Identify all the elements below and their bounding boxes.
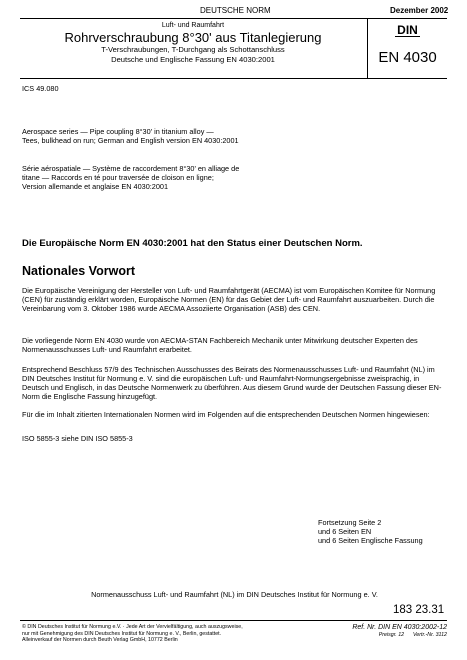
french-title-line: Série aérospatiale — Système de raccordement 8°30' en alliage de [22,164,240,173]
header-subtitle-1: T-Verschraubungen, T-Durchgang als Schottanschluss [101,45,285,54]
price-group-line [330,632,447,639]
copyright-line: nur mit Genehmigung des DIN Deutsches Institut für Normung e. V., Berlin, gestattet. [22,630,222,637]
english-title [22,127,322,145]
header-title-block [20,21,366,64]
foreword-paragraph: Die Europäische Vereinigung der Hersteller von Luft- und Raumfahrtgerät (AECMA) ist vom Europäischen Komitee für Normung (CEN) für zuständig erklärt worden, Europäische Normen (EN) für das Gebiet der Luft- und Raumfahrt auszuarbeiten. Durch die Vereinbarung vom 3. Oktober 1986 wurde AECMA Assoziierte Organisation (ASB) des CEN. [22,286,436,313]
footer-rule [20,620,447,621]
standard-number: EN 4030 [378,49,437,66]
ics-code: ICS 49.080 [22,84,59,93]
committee-name: Normenausschuss Luft- und Raumfahrt (NL) im DIN Deutsches Institut für Normung e. V. [91,590,378,599]
foreword-paragraph: Die vorliegende Norm EN 4030 wurde von AECMA-STAN Fachbereich Mechanik unter Mitwirkung deutscher Experten des Normenausschusses Luft- und Raumfahrt erarbeitet. [22,336,418,354]
header-category: Luft- und Raumfahrt [161,22,225,29]
price-group: Preisgr. 12 [378,632,405,638]
standard-reference: ISO 5855-3 siehe DIN ISO 5855-3 [22,434,133,443]
continuation-line: und 6 Seiten Englische Fassung [318,536,423,545]
english-title-line: Tees, bulkhead on run; German and English version EN 4030:2001 [22,136,239,145]
reference-number: Ref. Nr. DIN EN 4030:2002-12 [352,624,447,631]
copyright-line: © DIN Deutsches Institut für Normung e.V. · Jede Art der Vervielfältigung, auch auszugsweise, [22,624,243,630]
continuation-note [318,518,423,545]
copyright-line: Alleinverkauf der Normen durch Beuth Verlag GmbH, 10772 Berlin [22,637,178,644]
header-top-rule [20,18,447,19]
publication-date: Dezember 2002 [390,6,449,15]
french-title [22,164,322,191]
header-subtitle-2: Deutsche und Englische Fassung EN 4030:2001 [111,54,275,64]
foreword-paragraph: Entsprechend Beschluss 57/9 des Technischen Ausschusses des Beirats des Normenausschusses Luft- und Raumfahrt (NL) im DIN Deutsches Institut für Normung e. V. sind die europäischen Luft- und Raumfahrt-Normungsergebnisse zweisprachig, in Deutsch und Englisch, in das Deutsche Normenwerk zu überführen. Aus diesem Grund wurde der Deutschen Fassung dieser EN-Norm die Englische Fassung hinzugefügt. [22,365,442,401]
foreword-paragraph: Für die im Inhalt zitierten Internationalen Normen wird im Folgenden auf die entsprechenden Deutschen Normen hingewiesen: [22,410,430,419]
din-number-block [368,21,447,66]
document-type: DEUTSCHE NORM [200,6,271,15]
french-title-line: Version allemande et anglaise EN 4030:2001 [22,182,169,191]
status-statement: Die Europäische Norm EN 4030:2001 hat den Status einer Deutschen Norm. [22,238,363,249]
english-title-line: Aerospace series — Pipe coupling 8°30' in titanium alloy — [22,127,214,136]
reference-block [330,624,447,639]
continuation-line: und 6 Seiten EN [318,527,372,536]
header-bottom-rule [20,78,447,79]
distribution-number: Vertr.-Nr. 3112 [412,632,447,638]
page-title: Rohrverschraubung 8°30' aus Titanlegierung [64,30,322,45]
french-title-line: titane — Raccords en té pour traversée de cloison en ligne; [22,173,214,182]
din-logo: DIN [397,23,418,37]
copyright-notice [22,624,322,644]
price-code: 183 23.31 [393,604,445,616]
section-heading: Nationales Vorwort [22,264,135,278]
continuation-line: Fortsetzung Seite 2 [318,518,382,527]
